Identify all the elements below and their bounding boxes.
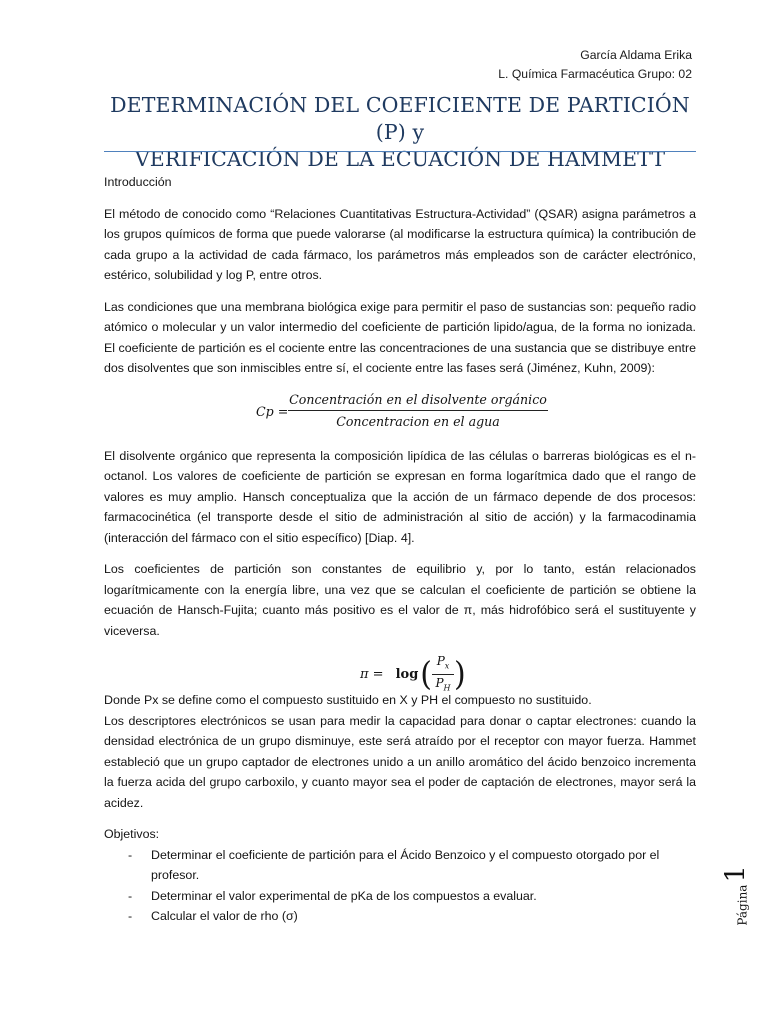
partition-coefficient-equation bbox=[104, 390, 696, 434]
page-number-value: 1 bbox=[720, 865, 752, 883]
equation-fraction bbox=[288, 390, 548, 431]
document-title bbox=[104, 92, 696, 173]
px-numerator: $P_x$ bbox=[436, 654, 450, 671]
author-name: García Aldama Erika bbox=[580, 48, 692, 62]
document-body bbox=[104, 172, 696, 927]
log-function: log bbox=[395, 666, 419, 682]
list-item: - Determinar el valor experimental de pKa de los compuestos a evaluar. bbox=[128, 888, 537, 903]
ph-denominator: $P_H$ bbox=[435, 676, 451, 693]
paragraph-px-definition: Donde Px se define como el compuesto sustituido en X y PH el compuesto no sustituido. bbox=[104, 693, 592, 707]
paragraph-octanol: El disolvente orgánico que representa la composición lipídica de las células o barreras biológicas es el n-octanol. Los valores de coeficiente de partición se expresan en forma logarítmica dado que el rango de valores es muy amplio. Hansch conceptualiza que la acción de un fármaco depende de dos procesos: farmacocinética (el transporte desde el sitio de administración al sitio de acción) y la farmacodinamia (interacción del fármaco con el sitio específico) [Diap. 4]. bbox=[104, 448, 696, 545]
page-label: Página bbox=[735, 884, 750, 926]
hansch-equation bbox=[104, 650, 696, 694]
course-group: L. Química Farmacéutica Grupo: 02 bbox=[498, 67, 692, 81]
paragraph-membrane: Las condiciones que una membrana biológica exige para permitir el paso de sustancias son: pequeño radio atómico o molecular y un valor intermedio del coeficiente de partición lipido/agua, de la forma no ionizada. El coeficiente de partición es el cociente entre las concentraciones de una sustancia que se distribuye entre dos disolventes que son inmiscibles entre sí, el cociente entre las fases será (Jiménez, Kuhn, 2009): bbox=[104, 299, 696, 375]
intro-heading: Introducción bbox=[104, 175, 172, 189]
objectives-heading: Objetivos: bbox=[104, 827, 160, 841]
px-ph-fraction bbox=[432, 654, 454, 696]
equation-lhs: Cp = bbox=[256, 403, 289, 419]
pi-lhs: π = bbox=[360, 666, 384, 682]
paragraph-qsar: El método de conocido como “Relaciones Cuantitativas Estructura-Actividad” (QSAR) asigna parámetros a los grupos químicos de forma que puede valorarse (al modificarse la estructura química) la contribución de cada grupo a la actividad de cada fármaco, los parámetros más empleados son de carácter electrónico, estérico, solubilidad y log P, entre otros. bbox=[104, 206, 696, 282]
equation-numerator: Concentración en el disolvente orgánico bbox=[289, 391, 547, 407]
paragraph-hansch-fujita: Los coeficientes de partición son constantes de equilibrio y, por lo tanto, están relacionados logarítmicamente con la energía libre, una vez que se calculan el coeficiente de partición se obtiene la ecuación de Hansch-Fujita; cuanto más positivo es el valor de π, más hidrofóbico será el sustituyente y viceversa. bbox=[104, 562, 696, 638]
title-underline bbox=[104, 151, 696, 152]
title-line-1: DETERMINACIÓN DEL COEFICIENTE DE PARTICIÓN (P) y bbox=[110, 93, 690, 144]
page-number bbox=[722, 860, 762, 940]
title-line-2: VERIFICACIÓN DE LA ECUACIÓN DE HAMMETT bbox=[134, 147, 666, 171]
right-paren: ) bbox=[454, 655, 466, 694]
fraction-bar bbox=[288, 410, 548, 411]
list-item: - Determinar el coeficiente de partición para el Ácido Benzoico y el compuesto otorgado por el profesor. bbox=[128, 847, 660, 882]
author-block bbox=[498, 46, 692, 84]
left-paren: ( bbox=[420, 655, 432, 694]
fraction-bar bbox=[432, 674, 454, 675]
paragraph-hammett: Los descriptores electrónicos se usan para medir la capacidad para donar o captar electrones: cuando la densidad electrónica de un grupo disminuye, este será atraído por el receptor con mayor fuerza. Hammet estableció que un grupo captador de electrones unido a un anillo aromático del ácido benzoico incrementa la fuerza acida del grupo carboxilo, y cuanto mayor sea el poder de captación de electrones, mayor será la acidez. bbox=[104, 713, 696, 810]
equation-denominator: Concentracion en el agua bbox=[336, 413, 500, 429]
list-item: - Calcular el valor de rho (σ) bbox=[128, 909, 298, 923]
objectives-list bbox=[104, 845, 696, 927]
